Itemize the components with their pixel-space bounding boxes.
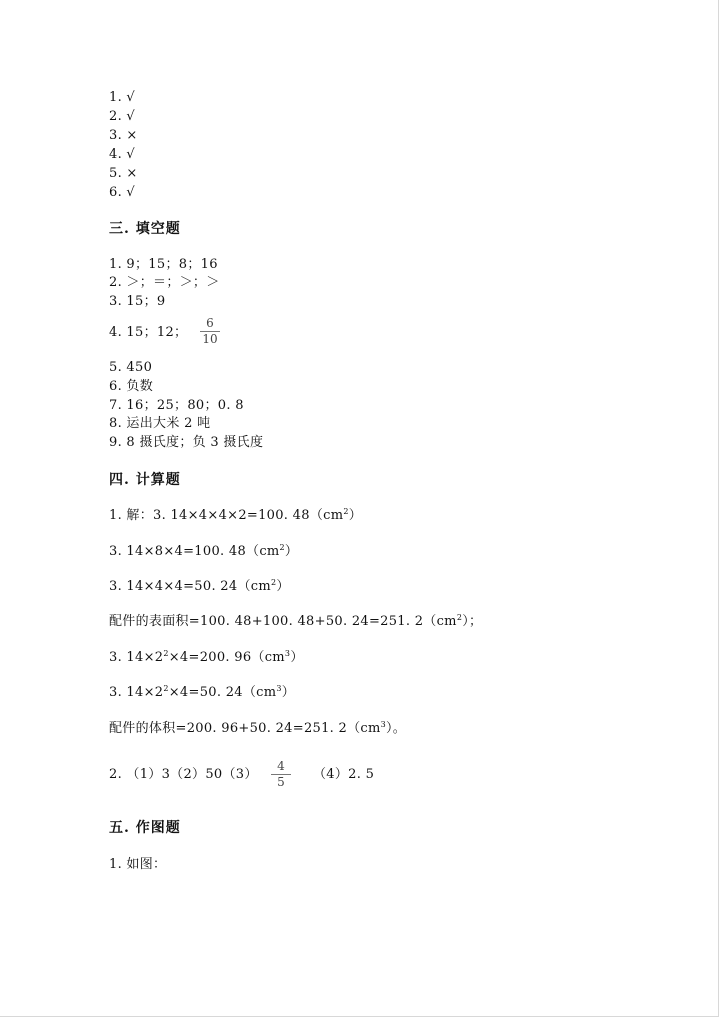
judgement-answer-1: 1. √	[109, 90, 136, 105]
drawing-answer-1: 1. 如图：	[109, 857, 167, 872]
calc-line-3-text: 3. 14×4×4=50. 24（cm	[109, 579, 271, 594]
superscript: 3	[380, 720, 386, 729]
superscript: 2	[163, 649, 169, 658]
superscript: 2	[456, 613, 463, 622]
calc-question-2-suffix: （4）2. 5	[313, 767, 375, 782]
superscript: 3	[276, 684, 282, 693]
calc-line-1-end: ）	[348, 508, 363, 523]
calc-line-2-text: 3. 14×8×4=100. 48（cm	[109, 544, 280, 559]
fraction-numerator: 4	[277, 759, 285, 773]
superscript: 2	[270, 578, 277, 587]
fraction-six-tenths	[199, 317, 221, 346]
superscript: 2	[279, 543, 285, 552]
section-heading-fill-blank: 三. 填空题	[109, 221, 181, 237]
section-heading-calculation: 四. 计算题	[109, 472, 181, 488]
fill-answer-2: 2. ＞；＝；＞；＞	[109, 275, 220, 290]
judgement-answer-3: 3. ×	[109, 128, 138, 143]
calc-line-7	[109, 720, 406, 738]
fill-answer-7: 7. 16；25；80；0. 8	[109, 398, 244, 413]
fill-answer-4: 4. 15；12；	[109, 325, 188, 340]
fill-answer-1: 1. 9；15；8；16	[109, 257, 218, 272]
judgement-answer-2: 2. √	[109, 109, 136, 124]
fill-answer-5: 5. 450	[109, 360, 153, 375]
calc-line-3	[109, 578, 290, 596]
calc-line-1-text: 1. 解：3. 14×4×4×2=100. 48（cm	[109, 508, 344, 523]
fill-answer-6: 6. 负数	[109, 379, 154, 394]
fill-answer-9: 9. 8 摄氏度；负 3 摄氏度	[109, 435, 264, 450]
calc-line-1	[109, 507, 362, 525]
calc-line-3-end: ）	[276, 579, 290, 594]
calc-line-6-end: ）	[281, 685, 296, 700]
calc-line-4-text: 配件的表面积=100. 48+100. 48+50. 24=251. 2（cm	[109, 614, 457, 629]
superscript: 3	[284, 649, 291, 658]
fraction-denominator: 10	[202, 332, 218, 346]
section-heading-drawing: 五. 作图题	[109, 820, 181, 836]
fill-answer-3: 3. 15；9	[109, 294, 166, 309]
calc-line-5-a: 3. 14×2	[109, 650, 164, 665]
calc-line-6-b: ×4=50. 24（cm	[168, 685, 277, 700]
calc-line-7-end: ）。	[386, 721, 407, 736]
superscript: 2	[343, 507, 349, 516]
superscript: 2	[163, 684, 169, 693]
fraction-four-fifths	[270, 760, 292, 789]
calc-line-4-end: ）；	[462, 614, 483, 629]
calc-line-2-end: ）	[284, 544, 299, 559]
calc-line-5-b: ×4=200. 96（cm	[168, 650, 285, 665]
calc-line-2	[109, 543, 298, 561]
calc-line-7-text: 配件的体积=200. 96+50. 24=251. 2（cm	[109, 721, 381, 736]
fraction-denominator: 5	[277, 775, 285, 789]
calc-line-6	[109, 684, 295, 702]
fraction-numerator: 6	[206, 316, 214, 330]
fill-answer-8: 8. 运出大米 2 吨	[109, 416, 211, 431]
calc-line-4	[109, 613, 482, 631]
calc-line-5	[109, 649, 304, 667]
calc-line-5-end: ）	[290, 650, 304, 665]
judgement-answer-6: 6. √	[109, 185, 136, 200]
judgement-answer-5: 5. ×	[109, 166, 138, 181]
calc-line-6-a: 3. 14×2	[109, 685, 164, 700]
calc-question-2: 2. （1）3（2）50（3）	[109, 767, 258, 782]
judgement-answer-4: 4. √	[109, 147, 136, 162]
